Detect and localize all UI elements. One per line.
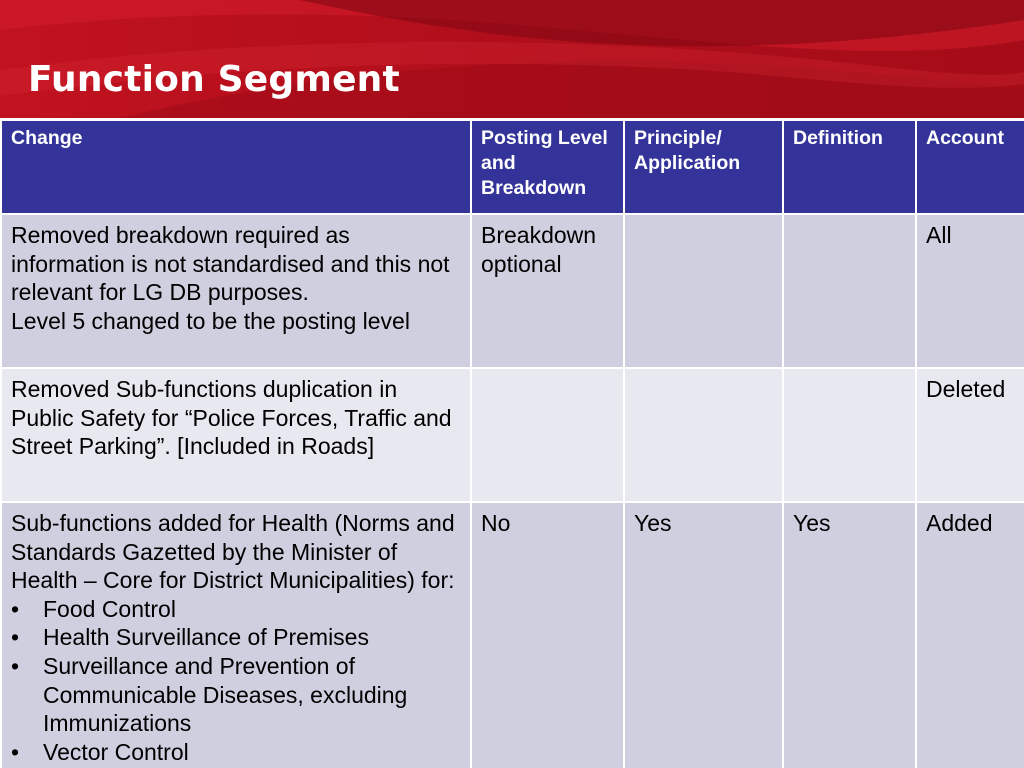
change-text: Removed Sub-functions duplication in Public Safety for “Police Forces, Traffic and Street Parking”. [Included in Roads] <box>11 376 452 460</box>
table-row <box>1 214 1024 368</box>
cell-account: Deleted <box>916 368 1024 502</box>
cell-principle <box>624 368 783 502</box>
list-item-text: Food Control <box>43 595 176 622</box>
cell-principle: Yes <box>624 502 783 768</box>
cell-account: All <box>916 214 1024 368</box>
cell-definition <box>783 368 916 502</box>
change-table <box>0 119 1024 768</box>
list-item <box>11 595 462 624</box>
bullet-list <box>11 595 462 767</box>
table-row <box>1 502 1024 768</box>
change-text: Level 5 changed to be the posting level <box>11 307 410 334</box>
page-title: Function Segment <box>28 59 400 100</box>
bullet-icon: • <box>11 624 20 651</box>
bullet-icon: • <box>11 595 20 622</box>
list-item-text: Surveillance and Prevention of Communicable Diseases, excluding Immunizations <box>43 652 408 737</box>
list-item <box>11 738 462 767</box>
cell-posting-level: Breakdown optional <box>471 214 624 368</box>
bullet-icon: • <box>11 652 20 679</box>
column-header-posting-level: Posting Level and Breakdown <box>471 120 624 214</box>
bullet-icon: • <box>11 738 20 765</box>
column-header-account: Account <box>916 120 1024 214</box>
column-header-definition: Definition <box>783 120 916 214</box>
cell-posting-level: No <box>471 502 624 768</box>
list-item <box>11 652 462 738</box>
cell-definition <box>783 214 916 368</box>
list-item-text: Vector Control <box>43 738 189 765</box>
cell-principle <box>624 214 783 368</box>
cell-posting-level <box>471 368 624 502</box>
table-header-row <box>1 120 1024 214</box>
list-item <box>11 623 462 652</box>
list-item-text: Health Surveillance of Premises <box>43 624 369 651</box>
table-row <box>1 368 1024 502</box>
column-header-principle: Principle/ Application <box>624 120 783 214</box>
column-header-change: Change <box>1 120 471 214</box>
cell-definition: Yes <box>783 502 916 768</box>
cell-account: Added <box>916 502 1024 768</box>
cell-change <box>1 368 471 502</box>
cell-change <box>1 214 471 368</box>
change-text: Sub-functions added for Health (Norms and Standards Gazetted by the Minister of Health – Core for District Municipalities) for: <box>11 510 455 594</box>
change-text: Removed breakdown required as information is not standardised and this not relevant for LG DB purposes. <box>11 222 450 306</box>
cell-change <box>1 502 471 768</box>
